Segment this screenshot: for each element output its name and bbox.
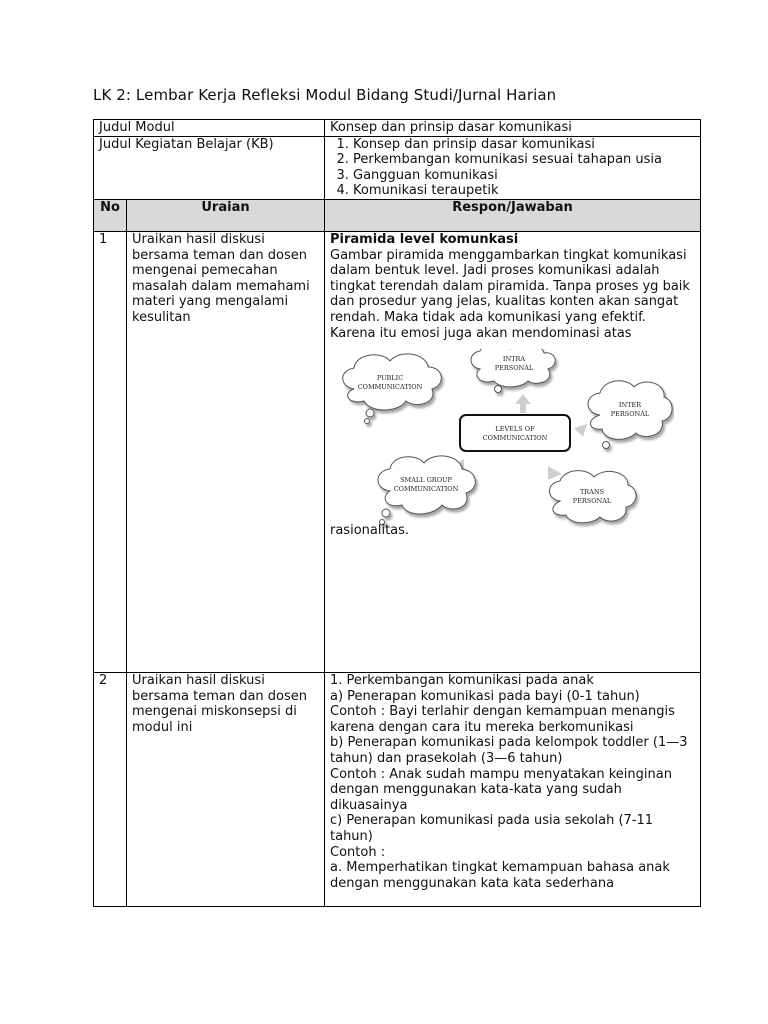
row2-line: b) Penerapan komunikasi pada kelompok toddler (1—3 tahun) dan prasekolah (3—6 tahun) <box>330 735 688 766</box>
row2-no: 2 <box>94 672 127 906</box>
row2-line: a) Penerapan komunikasi pada bayi (0-1 tahun) <box>330 688 640 704</box>
kb-item: 4. Komunikasi teraupetik <box>353 183 695 199</box>
kb-item: 3. Gangguan komunikasi <box>353 168 695 184</box>
kb-item: 2. Perkembangan komunikasi sesuai tahapan usia <box>353 152 695 168</box>
value-judul-modul: Konsep dan prinsip dasar komunikasi <box>325 120 701 137</box>
row-judul-modul <box>94 120 701 137</box>
row2-line: 1. Perkembangan komunikasi pada anak <box>330 672 594 688</box>
row-judul-kb <box>94 136 701 199</box>
kb-list <box>330 137 695 199</box>
intra-label-1: INTRA <box>502 355 526 364</box>
row1-after: rasionalitas. <box>330 523 410 539</box>
row2-line: Contoh : <box>330 844 386 860</box>
inter-label-1: INTER <box>618 401 642 410</box>
label-judul-kb: Judul Kegiatan Belajar (KB) <box>94 136 325 199</box>
center-label-2: COMMUNICATION <box>482 434 548 443</box>
levels-center-box <box>460 415 570 451</box>
label-judul-modul: Judul Modul <box>94 120 325 137</box>
row1-paragraph: Gambar piramida menggambarkan tingkat komunikasi dalam bentuk level. Jadi proses komunikasi adalah tingkat terendah dalam piramida. Tanpa proses yg baik dan prosedur yang jelas, kualitas konten akan sangat rendah. Maka tidak ada komunikasi yang efektif. Karena itu emosi juga akan mendominasi atas <box>330 247 690 341</box>
center-label-1: LEVELS OF <box>495 425 535 434</box>
row2-line: c) Penerapan komunikasi pada usia sekolah (7-11 tahun) <box>330 813 654 844</box>
intra-label-2: PERSONAL <box>494 364 534 373</box>
row2-uraian: Uraikan hasil diskusi bersama teman dan dosen mengenai miskonsepsi di modul ini <box>127 672 325 906</box>
table-row <box>94 672 701 906</box>
header-uraian: Uraian <box>127 199 325 231</box>
row1-no: 1 <box>94 231 127 672</box>
table-row <box>94 231 701 672</box>
header-no: No <box>94 199 127 231</box>
reflection-table <box>93 119 701 907</box>
arrow-up <box>515 394 531 413</box>
arrow-right <box>574 424 587 437</box>
small-group-label-2: COMMUNICATION <box>393 485 459 494</box>
row1-heading: Piramida level komunkasi <box>330 231 519 247</box>
row1-respon <box>325 231 701 672</box>
worksheet-title: LK 2: Lembar Kerja Refleksi Modul Bidang Studi/Jurnal Harian <box>93 86 557 104</box>
public-label-2: COMMUNICATION <box>357 383 423 392</box>
levels-of-communication-diagram <box>334 349 674 529</box>
kb-item: 1. Konsep dan prinsip dasar komunikasi <box>353 137 695 153</box>
trans-label-2: PERSONAL <box>572 497 612 506</box>
header-respon: Respon/Jawaban <box>325 199 701 231</box>
row2-respon <box>325 672 701 906</box>
inter-label-2: PERSONAL <box>610 410 650 419</box>
small-group-label-1: SMALL GROUP <box>400 476 452 485</box>
row2-line: Contoh : Anak sudah mampu menyatakan keinginan dengan menggunakan kata-kata yang sudah dikuasainya <box>330 766 672 813</box>
arrow-down-right <box>548 466 562 480</box>
row1-uraian: Uraikan hasil diskusi bersama teman dan dosen mengenai pemecahan masalah dalam memahami materi yang mengalami kesulitan <box>127 231 325 672</box>
public-label-1: PUBLIC <box>376 374 404 383</box>
trans-label-1: TRANS <box>579 488 605 497</box>
row2-line: a. Memperhatikan tingkat kemampuan bahasa anak dengan menggunakan kata kata sederhana <box>330 860 670 891</box>
row2-line: Contoh : Bayi terlahir dengan kemampuan menangis karena dengan cara itu mereka berkomunikasi <box>330 704 675 735</box>
table-header <box>94 199 701 231</box>
value-judul-kb <box>325 136 701 199</box>
